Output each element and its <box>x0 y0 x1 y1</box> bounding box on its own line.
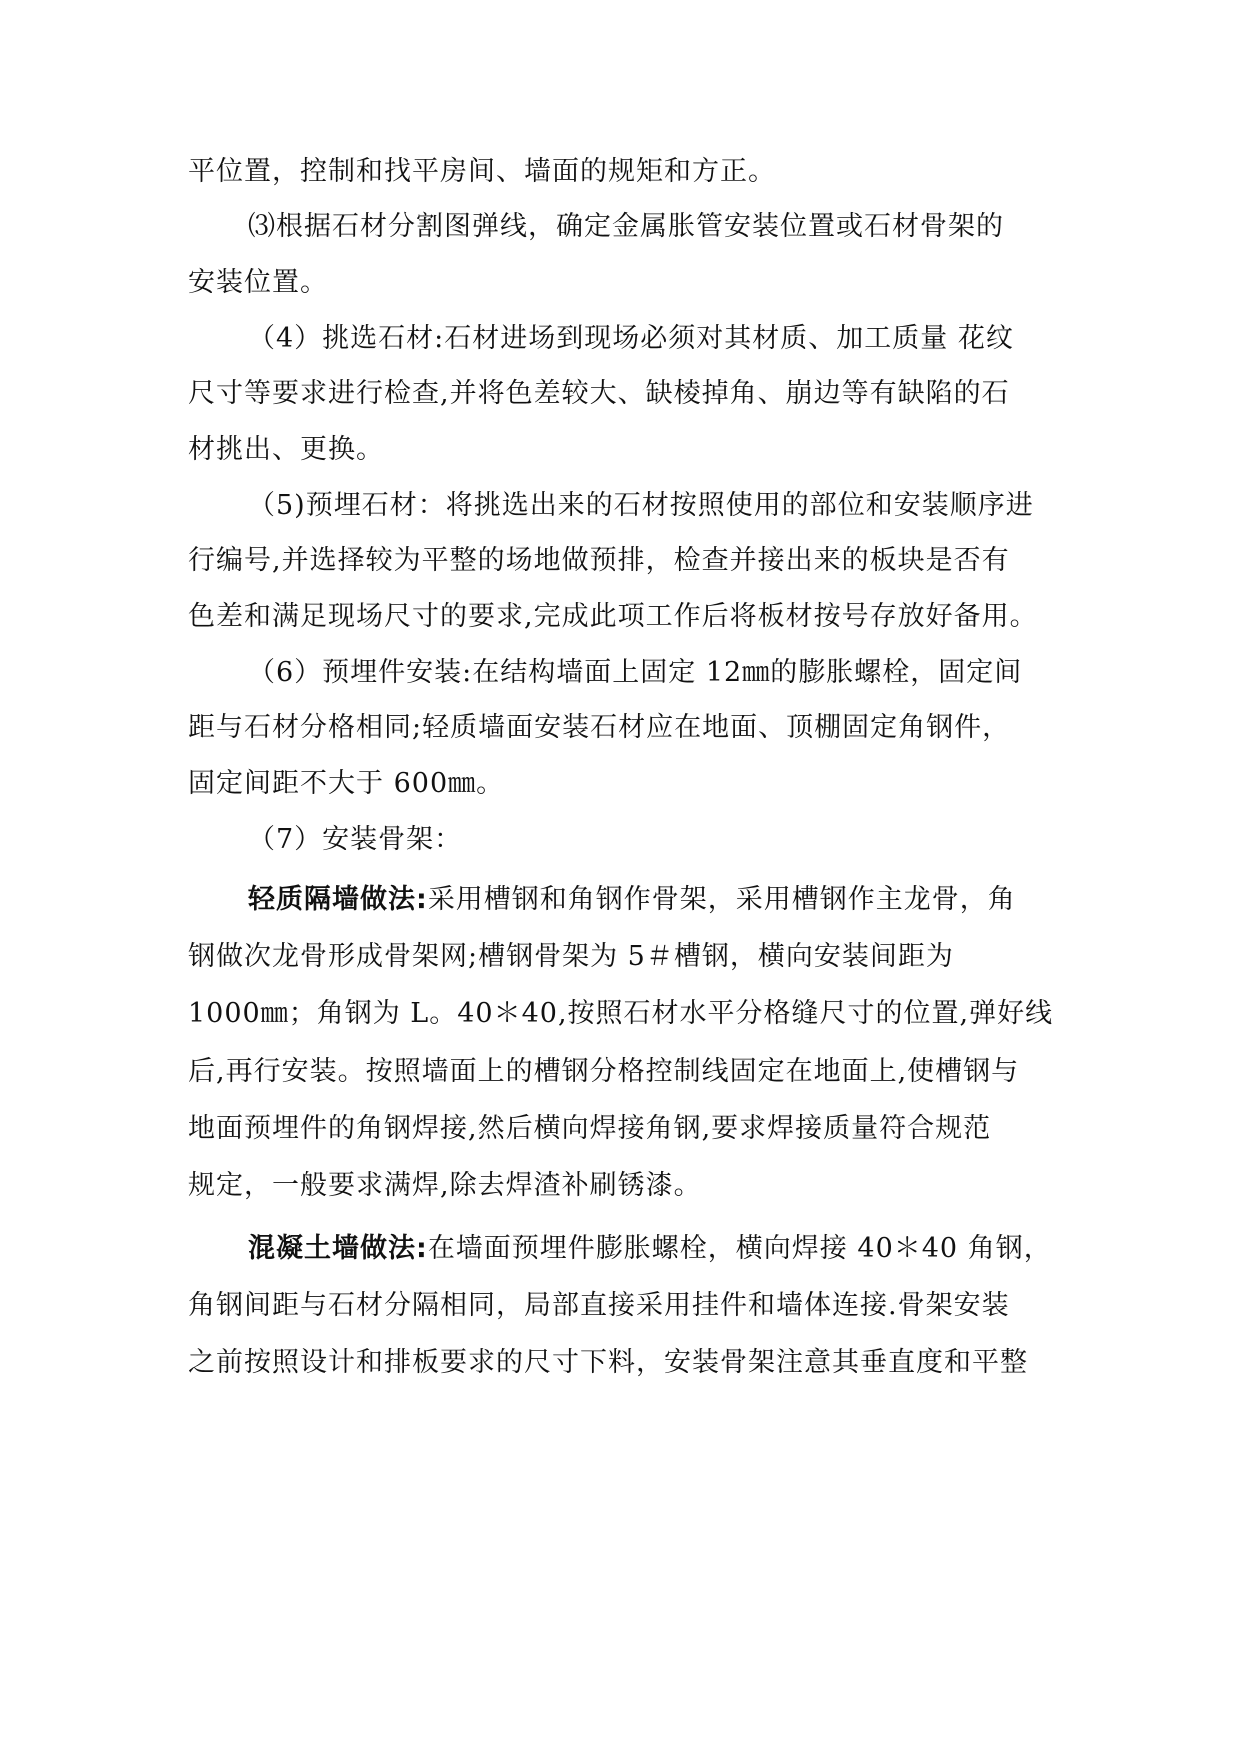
section-heading-light-wall: 轻质隔墙做法: <box>248 884 428 915</box>
text-line: 距与石材分格相同;轻质墙面安装石材应在地面、顶棚固定角钢件， <box>188 712 1011 743</box>
text-line <box>248 880 1016 920</box>
text-line: ⑶根据石材分割图弹线，确定金属胀管安装位置或石材骨架的 <box>248 211 1004 242</box>
text-line: 色差和满足现场尺寸的要求,完成此项工作后将板材按号存放好备用。 <box>188 601 1038 632</box>
text-line: （7）安装骨架： <box>248 824 463 855</box>
text-line: 之前按照设计和排板要求的尺寸下料，安装骨架注意其垂直度和平整 <box>188 1347 1028 1378</box>
text-run: 采用槽钢和角钢作骨架，采用槽钢作主龙骨，角 <box>427 884 1016 915</box>
text-line: 安装位置。 <box>188 267 328 298</box>
text-line: 行编号,并选择较为平整的场地做预排，检查并接出来的板块是否有 <box>188 545 1010 576</box>
text-line: （4）挑选石材:石材进场到现场必须对其材质、加工质量 花纹 <box>248 323 1014 354</box>
text-line: （5)预埋石材：将挑选出来的石材按照使用的部位和安装顺序进 <box>248 490 1034 521</box>
text-line: 尺寸等要求进行检查,并将色差较大、缺棱掉角、崩边等有缺陷的石 <box>188 378 1010 409</box>
text-line: 钢做次龙骨形成骨架网;槽钢骨架为 5＃槽钢，横向安装间距为 <box>188 941 954 972</box>
text-run: 在墙面预埋件膨胀螺栓，横向焊接 40＊40 角钢， <box>427 1233 1052 1264</box>
section-heading-concrete-wall: 混凝土墙做法: <box>248 1233 428 1264</box>
text-line: 1000㎜；角钢为 L。40＊40,按照石材水平分格缝尺寸的位置,弹好线 <box>188 998 1054 1029</box>
text-line: （6）预埋件安装:在结构墙面上固定 12㎜的膨胀螺栓，固定间 <box>248 657 1023 688</box>
text-line: 材挑出、更换。 <box>188 434 384 465</box>
text-line: 后,再行安装。按照墙面上的槽钢分格控制线固定在地面上,使槽钢与 <box>188 1056 1020 1087</box>
text-line: 固定间距不大于 600㎜。 <box>188 768 505 799</box>
text-line: 平位置，控制和找平房间、墙面的规矩和方正。 <box>188 156 776 187</box>
text-line: 地面预埋件的角钢焊接,然后横向焊接角钢,要求焊接质量符合规范 <box>188 1113 992 1144</box>
text-line: 角钢间距与石材分隔相同，局部直接采用挂件和墙体连接.骨架安装 <box>188 1290 1010 1321</box>
text-line <box>248 1229 1052 1269</box>
text-line: 规定，一般要求满焊,除去焊渣补刷锈漆。 <box>188 1170 702 1201</box>
